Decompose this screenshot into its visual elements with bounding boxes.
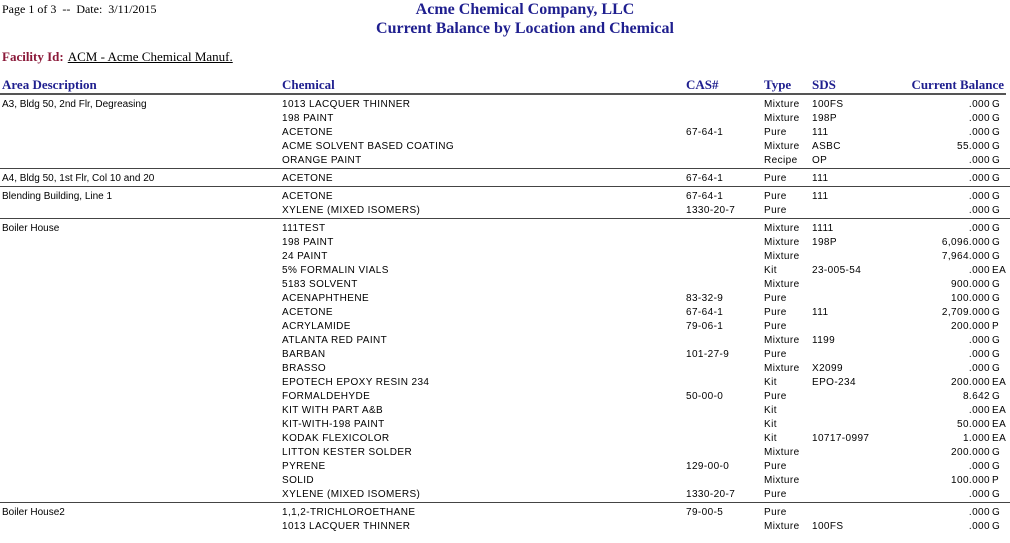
unit-cell: P — [992, 321, 1000, 332]
chemical-cell: BARBAN — [282, 349, 326, 360]
unit-cell: G — [992, 141, 1001, 152]
facility-label: Facility Id: — [2, 49, 64, 64]
table-row — [0, 404, 1010, 418]
chemical-cell: EPOTECH EPOXY RESIN 234 — [282, 377, 430, 388]
table-row — [0, 488, 1010, 502]
column-header-balance: Current Balance — [911, 77, 1004, 92]
unit-cell: EA — [992, 433, 1007, 444]
sds-cell: 10717-0997 — [812, 433, 870, 444]
unit-cell: EA — [992, 377, 1007, 388]
unit-cell: G — [992, 447, 1001, 458]
chemical-cell: 5% FORMALIN VIALS — [282, 265, 389, 276]
table-row — [0, 348, 1010, 362]
type-cell: Mixture — [764, 113, 800, 124]
unit-cell: G — [992, 191, 1001, 202]
table-row — [0, 222, 1010, 236]
balance-cell: .000 — [968, 461, 990, 472]
sds-cell: ASBC — [812, 141, 841, 152]
type-cell: Pure — [764, 307, 787, 318]
chemical-cell: ACRYLAMIDE — [282, 321, 351, 332]
table-row — [0, 278, 1010, 292]
sds-cell: 111 — [812, 307, 829, 318]
cas-cell: 1330-20-7 — [686, 205, 736, 216]
unit-cell: G — [992, 293, 1001, 304]
type-cell: Mixture — [764, 475, 800, 486]
cas-cell: 67-64-1 — [686, 173, 724, 184]
chemical-cell: 198 PAINT — [282, 113, 334, 124]
balance-cell: .000 — [968, 173, 990, 184]
balance-cell: .000 — [968, 205, 990, 216]
cas-cell: 67-64-1 — [686, 127, 724, 138]
sds-cell: 23-005-54 — [812, 265, 862, 276]
unit-cell: G — [992, 173, 1001, 184]
chemical-cell: ORANGE PAINT — [282, 155, 362, 166]
sds-cell: EPO-234 — [812, 377, 856, 388]
table-row — [0, 154, 1010, 168]
unit-cell: G — [992, 521, 1001, 532]
balance-cell: 2,709.000 — [941, 307, 990, 318]
type-cell: Mixture — [764, 223, 800, 234]
chemical-cell: BRASSO — [282, 363, 327, 374]
area-description: A4, Bldg 50, 1st Flr, Col 10 and 20 — [2, 173, 155, 184]
unit-cell: G — [992, 349, 1001, 360]
balance-cell: .000 — [968, 191, 990, 202]
unit-cell: G — [992, 251, 1001, 262]
cas-cell: 83-32-9 — [686, 293, 724, 304]
unit-cell: G — [992, 507, 1001, 518]
unit-cell: EA — [992, 405, 1007, 416]
chemical-cell: KIT WITH PART A&B — [282, 405, 384, 416]
chemical-cell: LITTON KESTER SOLDER — [282, 447, 413, 458]
unit-cell: G — [992, 279, 1001, 290]
chemical-cell: PYRENE — [282, 461, 326, 472]
chemical-cell: XYLENE (MIXED ISOMERS) — [282, 489, 421, 500]
chemical-cell: ACME SOLVENT BASED COATING — [282, 141, 455, 152]
location-group — [0, 506, 1010, 534]
table-row — [0, 320, 1010, 334]
balance-cell: 100.000 — [951, 475, 990, 486]
table-row — [0, 236, 1010, 250]
table-row — [0, 306, 1010, 320]
unit-cell: G — [992, 155, 1001, 166]
table-row — [0, 520, 1010, 534]
unit-cell: G — [992, 99, 1001, 110]
table-row — [0, 376, 1010, 390]
chemical-cell: 1013 LACQUER THINNER — [282, 521, 411, 532]
type-cell: Mixture — [764, 521, 800, 532]
cas-cell: 1330-20-7 — [686, 489, 736, 500]
cas-cell: 101-27-9 — [686, 349, 730, 360]
column-header-chemical: Chemical — [282, 77, 335, 92]
unit-cell: G — [992, 113, 1001, 124]
type-cell: Mixture — [764, 141, 800, 152]
table-row — [0, 264, 1010, 278]
type-cell: Pure — [764, 173, 787, 184]
header-divider — [0, 93, 1006, 95]
company-name: Acme Chemical Company, LLC — [415, 1, 635, 18]
chemical-cell: KIT-WITH-198 PAINT — [282, 419, 385, 430]
type-cell: Mixture — [764, 363, 800, 374]
column-header-type: Type — [764, 77, 792, 92]
cas-cell: 50-00-0 — [686, 391, 724, 402]
balance-cell: .000 — [968, 127, 990, 138]
balance-cell: 200.000 — [951, 321, 990, 332]
column-header-row — [0, 77, 1006, 93]
unit-cell: G — [992, 307, 1001, 318]
area-description: A3, Bldg 50, 2nd Flr, Degreasing — [2, 99, 147, 110]
unit-cell: G — [992, 205, 1001, 216]
type-cell: Recipe — [764, 155, 798, 166]
balance-cell: .000 — [968, 155, 990, 166]
chemical-cell: KODAK FLEXICOLOR — [282, 433, 390, 444]
sds-cell: X2099 — [812, 363, 843, 374]
table-row — [0, 140, 1010, 154]
balance-cell: .000 — [968, 113, 990, 124]
sds-cell: 198P — [812, 113, 837, 124]
sds-cell: 1111 — [812, 223, 834, 234]
column-header-sds: SDS — [812, 77, 836, 92]
chemical-cell: ACETONE — [282, 191, 333, 202]
balance-cell: 55.000 — [957, 141, 990, 152]
report-header — [300, 0, 750, 38]
balance-cell: 200.000 — [951, 447, 990, 458]
report-title: Current Balance by Location and Chemical — [376, 20, 674, 37]
area-description: Blending Building, Line 1 — [2, 191, 113, 202]
chemical-cell: FORMALDEHYDE — [282, 391, 371, 402]
sds-cell: 100FS — [812, 521, 844, 532]
type-cell: Kit — [764, 433, 777, 444]
balance-cell: .000 — [968, 223, 990, 234]
unit-cell: G — [992, 335, 1001, 346]
type-cell: Pure — [764, 191, 787, 202]
table-row — [0, 204, 1010, 218]
chemical-cell: ACETONE — [282, 127, 333, 138]
sds-cell: 198P — [812, 237, 837, 248]
chemical-cell: ACETONE — [282, 307, 333, 318]
balance-cell: 7,964.000 — [941, 251, 990, 262]
chemical-cell: 1,1,2-TRICHLOROETHANE — [282, 507, 416, 518]
cas-cell: 79-06-1 — [686, 321, 724, 332]
table-row — [0, 474, 1010, 488]
type-cell: Pure — [764, 489, 787, 500]
unit-cell: G — [992, 237, 1001, 248]
type-cell: Mixture — [764, 99, 800, 110]
location-group — [0, 172, 1010, 187]
table-row — [0, 292, 1010, 306]
cas-cell: 79-00-5 — [686, 507, 724, 518]
balance-cell: 100.000 — [951, 293, 990, 304]
unit-cell: G — [992, 461, 1001, 472]
location-groups — [0, 98, 1010, 537]
unit-cell: G — [992, 223, 1001, 234]
type-cell: Pure — [764, 391, 787, 402]
balance-cell: 50.000 — [957, 419, 990, 430]
type-cell: Kit — [764, 405, 777, 416]
table-row — [0, 112, 1010, 126]
unit-cell: G — [992, 363, 1001, 374]
chemical-cell: 1013 LACQUER THINNER — [282, 99, 411, 110]
type-cell: Kit — [764, 377, 777, 388]
table-row — [0, 250, 1010, 264]
table-row — [0, 460, 1010, 474]
balance-cell: .000 — [968, 363, 990, 374]
table-row — [0, 390, 1010, 404]
table-row — [0, 446, 1010, 460]
area-description: Boiler House — [2, 223, 60, 234]
type-cell: Mixture — [764, 335, 800, 346]
table-row — [0, 98, 1010, 112]
type-cell: Mixture — [764, 279, 800, 290]
table-row — [0, 362, 1010, 376]
location-group — [0, 190, 1010, 219]
type-cell: Pure — [764, 321, 787, 332]
location-group — [0, 222, 1010, 503]
type-cell: Pure — [764, 349, 787, 360]
sds-cell: 111 — [812, 173, 829, 184]
balance-cell: .000 — [968, 265, 990, 276]
column-header-area: Area Description — [2, 77, 97, 92]
unit-cell: EA — [992, 419, 1007, 430]
balance-cell: .000 — [968, 335, 990, 346]
balance-cell: 8.642 — [962, 391, 990, 402]
facility-value[interactable]: ACM - Acme Chemical Manuf. — [67, 49, 233, 64]
location-group — [0, 98, 1010, 169]
unit-cell: G — [992, 489, 1001, 500]
table-row — [0, 190, 1010, 204]
table-row — [0, 418, 1010, 432]
unit-cell: G — [992, 391, 1001, 402]
table-row — [0, 172, 1010, 186]
page-info: Page 1 of 3 -- Date: 3/11/2015 — [2, 2, 157, 16]
sds-cell: 111 — [812, 127, 829, 138]
type-cell: Mixture — [764, 447, 800, 458]
table-row — [0, 126, 1010, 140]
cas-cell: 129-00-0 — [686, 461, 730, 472]
area-description: Boiler House2 — [2, 507, 65, 518]
sds-cell: 100FS — [812, 99, 844, 110]
balance-cell: 900.000 — [951, 279, 990, 290]
unit-cell: G — [992, 127, 1001, 138]
column-header-cas: CAS# — [686, 77, 719, 92]
type-cell: Kit — [764, 265, 777, 276]
balance-cell: .000 — [968, 349, 990, 360]
balance-cell: 200.000 — [951, 377, 990, 388]
unit-cell: EA — [992, 265, 1007, 276]
chemical-cell: ACETONE — [282, 173, 333, 184]
chemical-cell: ATLANTA RED PAINT — [282, 335, 388, 346]
type-cell: Pure — [764, 205, 787, 216]
type-cell: Mixture — [764, 237, 800, 248]
chemical-cell: 111TEST — [282, 223, 326, 234]
balance-cell: .000 — [968, 405, 990, 416]
type-cell: Kit — [764, 419, 777, 430]
chemical-cell: 198 PAINT — [282, 237, 334, 248]
balance-cell: 6,096.000 — [941, 237, 990, 248]
unit-cell: P — [992, 475, 1000, 486]
balance-cell: .000 — [968, 99, 990, 110]
sds-cell: OP — [812, 155, 828, 166]
sds-cell: 111 — [812, 191, 829, 202]
type-cell: Pure — [764, 293, 787, 304]
type-cell: Mixture — [764, 251, 800, 262]
table-row — [0, 432, 1010, 446]
type-cell: Pure — [764, 127, 787, 138]
table-row — [0, 506, 1010, 520]
chemical-cell: 24 PAINT — [282, 251, 328, 262]
cas-cell: 67-64-1 — [686, 307, 724, 318]
balance-cell: .000 — [968, 489, 990, 500]
sds-cell: 1199 — [812, 335, 836, 346]
type-cell: Pure — [764, 507, 787, 518]
balance-cell: 1.000 — [962, 433, 990, 444]
table-row — [0, 334, 1010, 348]
cas-cell: 67-64-1 — [686, 191, 724, 202]
balance-cell: .000 — [968, 507, 990, 518]
type-cell: Pure — [764, 461, 787, 472]
facility-line — [2, 49, 233, 65]
chemical-cell: XYLENE (MIXED ISOMERS) — [282, 205, 421, 216]
balance-cell: .000 — [968, 521, 990, 532]
chemical-cell: 5183 SOLVENT — [282, 279, 358, 290]
chemical-cell: SOLID — [282, 475, 315, 486]
chemical-cell: ACENAPHTHENE — [282, 293, 370, 304]
